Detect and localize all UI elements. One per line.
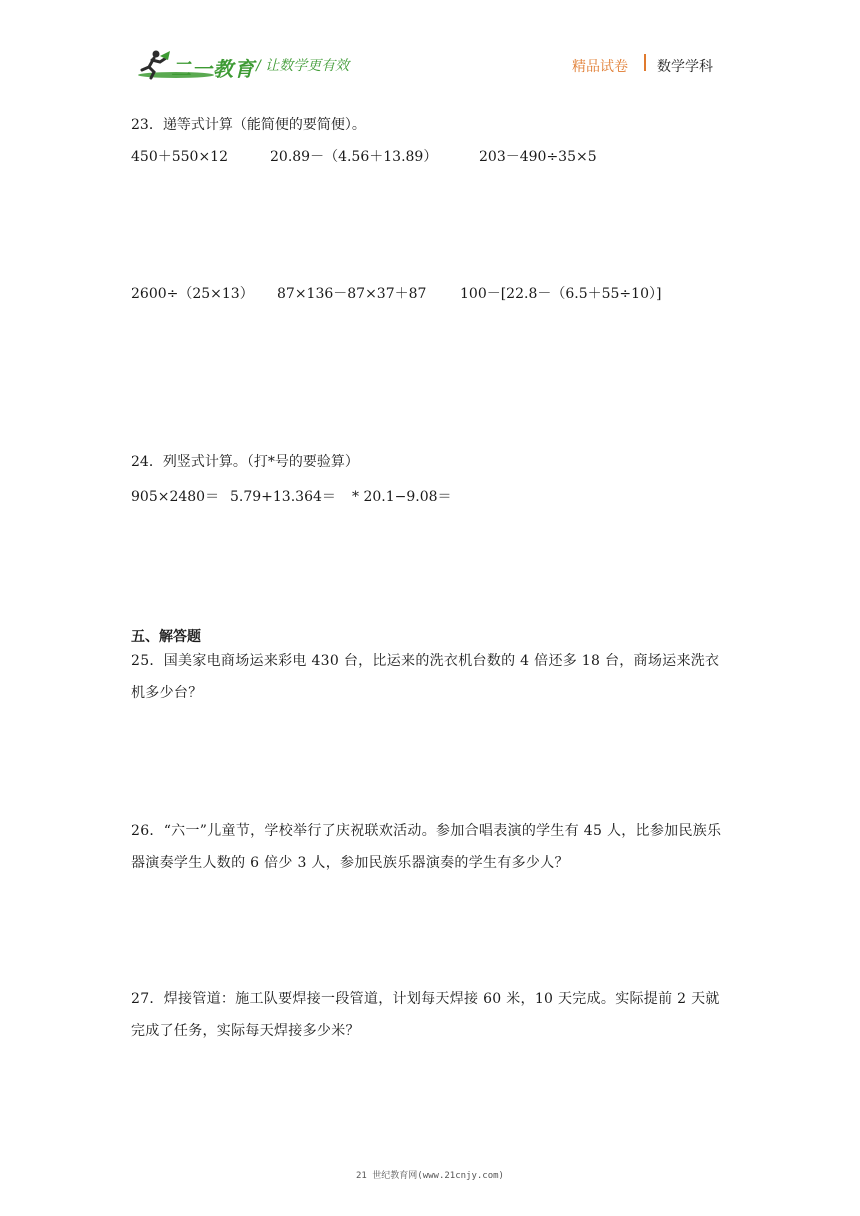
question-23-title: 23．递等式计算（能简便的要简便）。 xyxy=(131,117,366,133)
question-27: 27．焊接管道：施工队要焊接一段管道，计划每天焊接 60 米，10 天完成。实际提前 2 天就完成了任务，实际每天焊接多少米？ xyxy=(131,991,720,1039)
slogan: / 让数学更有效 xyxy=(256,58,350,74)
expression: 5.79+13.364＝ xyxy=(230,489,336,505)
expression: * 20.1−9.08＝ xyxy=(352,489,452,505)
tag-subject: 数学学科 xyxy=(657,59,713,75)
question-24-title: 24．列竖式计算。（打*号的要验算） xyxy=(131,454,359,470)
expression: 100－[22.8－（6.5＋55÷10）] xyxy=(460,286,662,302)
expression: 450＋550×12 xyxy=(131,149,228,165)
expression: 203－490÷35×5 xyxy=(479,149,597,165)
expression: 20.89－（4.56＋13.89） xyxy=(270,149,438,165)
question-26: 26．“六一”儿童节，学校举行了庆祝联欢活动。参加合唱表演的学生有 45 人，比参加民族乐器演奏学生人数的 6 倍少 3 人，参加民族乐器演奏的学生有多少人？ xyxy=(131,823,722,871)
expression: 87×136－87×37＋87 xyxy=(277,286,427,302)
section-title: 五、解答题 xyxy=(131,629,201,645)
logo-text: 二一教育 xyxy=(171,57,255,81)
expression: 905×2480＝ xyxy=(131,489,220,505)
tag-quality-paper: 精品试卷 xyxy=(572,59,628,75)
question-25: 25．国美家电商场运来彩电 430 台，比运来的洗衣机台数的 4 倍还多 18 台，商场运来洗衣机多少台？ xyxy=(131,653,720,701)
expression: 2600÷（25×13） xyxy=(131,286,254,302)
footer-source: 21 世纪教育网(www.21cnjy.com) xyxy=(356,1171,504,1181)
header-divider xyxy=(644,54,646,71)
